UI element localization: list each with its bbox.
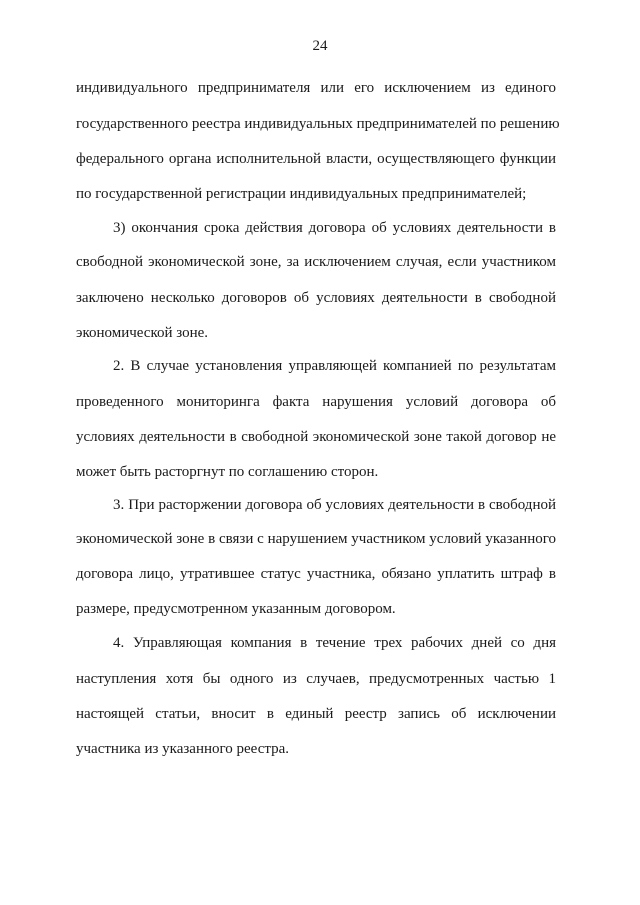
text-line: может быть расторгнут по соглашению сторон. <box>76 464 379 480</box>
text-line: размере, предусмотренном указанным договором. <box>76 601 396 617</box>
text-line: 2. В случае установления управляющей компанией по результатам <box>113 358 556 374</box>
text-line: настоящей статьи, вносит в единый реестр запись об исключении <box>76 706 556 722</box>
text-line: государственного реестра индивидуальных предпринимателей по решению <box>76 116 560 132</box>
text-line: экономической зоне. <box>76 325 209 341</box>
text-line: экономической зоне в связи с нарушением участником условий указанного <box>76 531 556 547</box>
text-line: наступления хотя бы одного из случаев, предусмотренных частью 1 <box>76 671 556 687</box>
text-line: участника из указанного реестра. <box>76 741 290 757</box>
text-line: 3) окончания срока действия договора об условиях деятельности в <box>113 220 556 236</box>
text-line: индивидуального предпринимателя или его исключением из единого <box>76 80 556 96</box>
text-line: 4. Управляющая компания в течение трех рабочих дней со дня <box>113 635 556 651</box>
text-line: условиях деятельности в свободной экономической зоне такой договор не <box>76 429 556 445</box>
text-line: 3. При расторжении договора об условиях деятельности в свободной <box>113 497 556 513</box>
text-line: федерального органа исполнительной власти, осуществляющего функции <box>76 151 556 167</box>
page-number: 24 <box>312 38 328 54</box>
text-line: по государственной регистрации индивидуальных предпринимателей; <box>76 186 527 202</box>
text-line: договора лицо, утратившее статус участника, обязано уплатить штраф в <box>76 566 556 582</box>
text-line: свободной экономической зоне, за исключением случая, если участником <box>76 254 556 270</box>
text-line: заключено несколько договоров об условиях деятельности в свободной <box>76 290 556 306</box>
text-line: проведенного мониторинга факта нарушения условий договора об <box>76 394 556 410</box>
